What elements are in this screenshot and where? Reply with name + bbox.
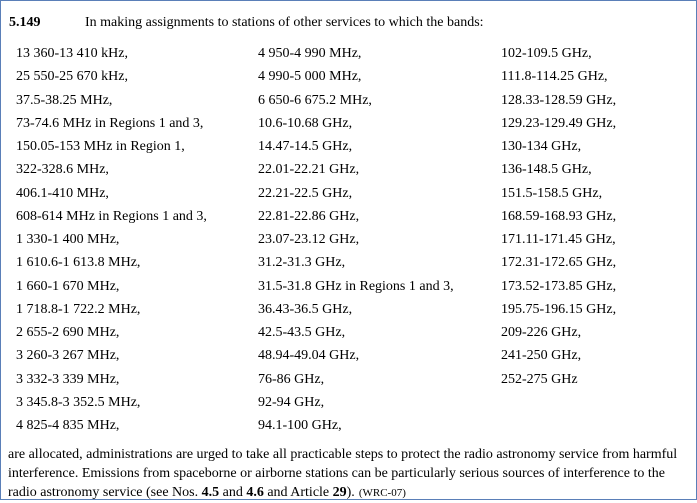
frequency-band-item: 173.52-173.85 GHz, [501, 278, 617, 294]
frequency-band-item: 42.5-43.5 GHz, [258, 325, 346, 340]
frequency-band-item: 168.59-168.93 GHz, [501, 208, 617, 224]
frequency-band-item: 171.11-171.45 GHz, [501, 232, 616, 247]
frequency-band-item: 150.05-153 MHz in Region 1, [16, 139, 185, 154]
frequency-band-item: 22.21-22.5 GHz, [258, 185, 353, 201]
frequency-band-item: 1 660-1 670 MHz, [16, 278, 120, 294]
frequency-band-item: 3 345.8-3 352.5 MHz, [16, 394, 141, 410]
frequency-band-item: 111.8-114.25 GHz, [501, 69, 608, 85]
reference-article-29: 29 [332, 485, 347, 500]
frequency-band-item: 2 655-2 690 MHz, [16, 325, 120, 340]
paragraph-text: and [219, 485, 247, 500]
frequency-band-item: 4 825-4 835 MHz, [16, 418, 120, 433]
frequency-band-item: 10.6-10.68 GHz, [258, 115, 353, 131]
reference-no-4-5: 4.5 [201, 485, 220, 500]
frequency-band-item: 1 718.8-1 722.2 MHz, [16, 301, 141, 317]
frequency-band-item: 151.5-158.5 GHz, [501, 185, 603, 201]
footnote-intro: In making assignments to stations of other services to which the bands: [85, 15, 484, 30]
frequency-band-item: 13 360-13 410 kHz, [16, 46, 128, 61]
frequency-band-item: 3 332-3 339 MHz, [16, 371, 120, 387]
band-column-1 [16, 45, 207, 440]
frequency-band-item: 102-109.5 GHz, [501, 46, 592, 61]
frequency-band-item: 6 650-6 675.2 MHz, [258, 92, 372, 108]
frequency-band-item: 4 950-4 990 MHz, [258, 46, 362, 61]
paragraph-text: ). [346, 485, 355, 500]
frequency-band-item: 1 330-1 400 MHz, [16, 232, 120, 247]
frequency-band-item: 14.47-14.5 GHz, [258, 139, 353, 154]
frequency-band-item: 136-148.5 GHz, [501, 162, 592, 178]
frequency-band-item: 129.23-129.49 GHz, [501, 115, 617, 131]
frequency-band-item: 3 260-3 267 MHz, [16, 348, 120, 364]
band-column-3 [501, 45, 616, 394]
frequency-band-item: 128.33-128.59 GHz, [501, 92, 617, 108]
reference-no-4-6: 4.6 [246, 485, 264, 500]
frequency-band-item: 31.5-31.8 GHz in Regions 1 and 3, [258, 278, 454, 294]
footnote-paragraph [8, 445, 692, 503]
frequency-band-item: 1 610.6-1 613.8 MHz, [16, 255, 141, 271]
frequency-band-item: 31.2-31.3 GHz, [258, 255, 346, 271]
frequency-band-item: 36.43-36.5 GHz, [258, 301, 353, 317]
frequency-band-item: 76-86 GHz, [258, 371, 325, 387]
frequency-band-item: 37.5-38.25 MHz, [16, 92, 113, 108]
frequency-band-item: 241-250 GHz, [501, 348, 582, 364]
frequency-band-item: 209-226 GHz, [501, 325, 582, 340]
footnote-number: 5.149 [9, 15, 41, 30]
frequency-band-item: 94.1-100 GHz, [258, 418, 342, 433]
paragraph-text: are allocated, administrations are urged to take all practicable steps to protect the radio astronomy service from harmful interference. Emissions from spaceborne or airborne stations can be particularly serious sources of interference to the radio astronomy service (see Nos. [8, 447, 678, 500]
frequency-band-item: 22.81-22.86 GHz, [258, 208, 360, 224]
frequency-band-item: 130-134 GHz, [501, 139, 582, 154]
frequency-band-item: 608-614 MHz in Regions 1 and 3, [16, 208, 207, 224]
frequency-band-item: 4 990-5 000 MHz, [258, 69, 362, 85]
revision-note: (WRC-07) [358, 487, 406, 499]
frequency-band-item: 22.01-22.21 GHz, [258, 162, 360, 178]
frequency-band-item: 73-74.6 MHz in Regions 1 and 3, [16, 115, 204, 131]
frequency-band-item: 25 550-25 670 kHz, [16, 69, 128, 85]
frequency-band-item: 322-328.6 MHz, [16, 162, 109, 178]
paragraph-text: and Article [263, 485, 333, 500]
frequency-band-item: 252-275 GHz [501, 371, 578, 387]
frequency-band-item: 195.75-196.15 GHz, [501, 301, 617, 317]
frequency-band-item: 406.1-410 MHz, [16, 185, 109, 201]
frequency-band-item: 92-94 GHz, [258, 394, 325, 410]
frequency-band-item: 23.07-23.12 GHz, [258, 232, 360, 247]
frequency-band-item: 172.31-172.65 GHz, [501, 255, 617, 271]
frequency-band-item: 48.94-49.04 GHz, [258, 348, 360, 364]
band-column-2 [258, 45, 454, 440]
